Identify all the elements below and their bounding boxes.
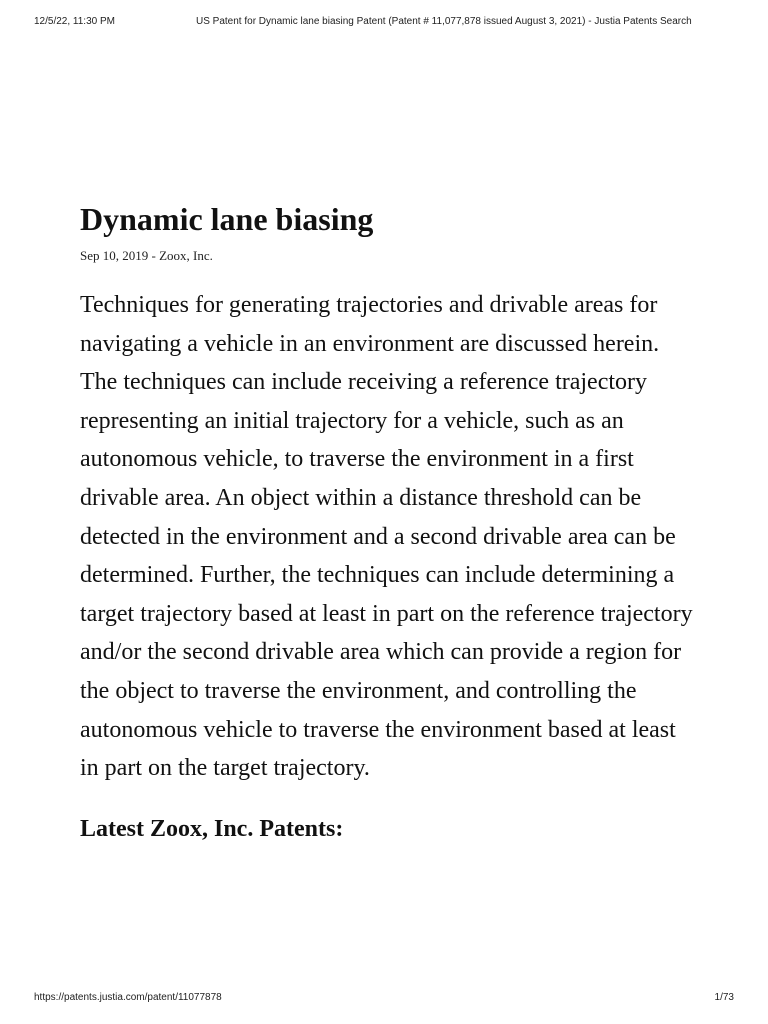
patent-abstract: Techniques for generating trajectories and drivable areas for navigating a vehicle in an environment are discussed herein. The techniques can include receiving a reference trajectory representing an initial trajectory for a vehicle, such as an autonomous vehicle, to traverse the environment in a first drivable area. An object within a distance threshold can be detected in the environment and a second drivable area can be determined. Further, the techniques can include determining a target trajectory based at least in part on the reference trajectory and/or the second drivable area which can provide a region for the object to traverse the environment, and controlling the autonomous vehicle to traverse the environment based at least in part on the target trajectory.	[80, 292, 693, 782]
print-header	[0, 16, 768, 34]
print-url-link[interactable]: https://patents.justia.com/patent/11077878	[34, 992, 222, 1003]
print-timestamp: 12/5/22, 11:30 PM	[34, 16, 115, 27]
patent-meta: Sep 10, 2019 - Zoox, Inc.	[80, 248, 213, 263]
patent-content	[80, 196, 700, 848]
patent-title: Dynamic lane biasing	[80, 201, 374, 237]
print-page-number: 1/73	[714, 992, 734, 1003]
print-footer	[0, 992, 768, 1010]
print-page-title: US Patent for Dynamic lane biasing Patent (Patent # 11,077,878 issued August 3, 2021) - Justia Patents Search	[196, 16, 692, 27]
latest-patents-heading: Latest Zoox, Inc. Patents:	[80, 815, 344, 842]
